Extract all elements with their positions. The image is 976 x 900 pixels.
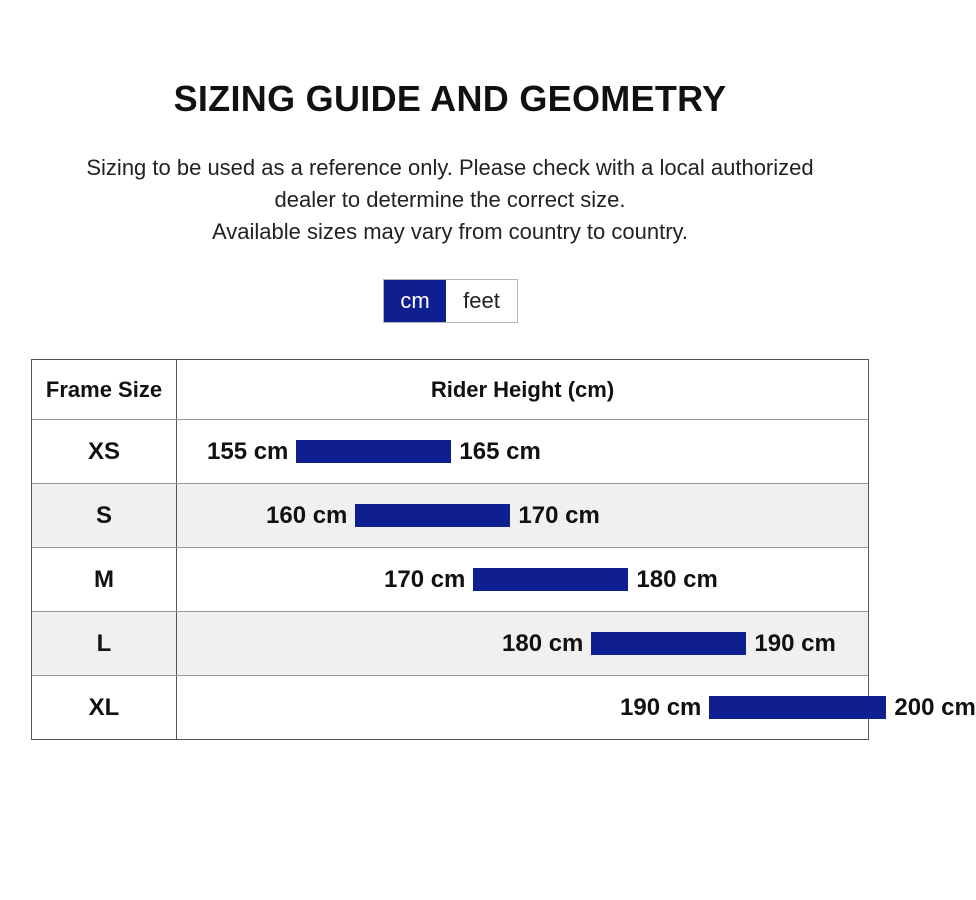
frame-size-cell: L [32, 612, 177, 675]
table-row [32, 547, 868, 611]
height-range-bar [709, 696, 886, 719]
rider-height-cell [177, 612, 868, 675]
height-range [207, 420, 541, 483]
height-range-bar [473, 568, 628, 591]
frame-size-cell: M [32, 548, 177, 611]
rider-height-cell [177, 484, 868, 547]
table-header-row [32, 360, 868, 419]
min-height-label: 160 cm [266, 501, 348, 529]
disclaimer [50, 152, 850, 248]
table-row [32, 611, 868, 675]
frame-size-cell: XL [32, 676, 177, 739]
height-range-bar [355, 504, 510, 527]
height-range [384, 548, 718, 611]
height-range-bar [591, 632, 746, 655]
max-height-label: 190 cm [754, 629, 836, 657]
rider-height-cell [177, 676, 976, 739]
unit-toggle [383, 279, 518, 323]
min-height-label: 180 cm [502, 629, 584, 657]
unit-button-feet[interactable]: feet [446, 280, 517, 322]
header-rider-height: Rider Height (cm) [430, 376, 615, 402]
height-range-bar [296, 440, 451, 463]
max-height-label: 200 cm [894, 693, 976, 721]
height-range [620, 676, 976, 739]
table-row [32, 483, 868, 547]
table-row [32, 419, 868, 483]
disclaimer-line: Sizing to be used as a reference only. Please check with a local authorized [86, 155, 814, 180]
height-range [266, 484, 600, 547]
unit-button-cm[interactable]: cm [384, 280, 446, 322]
page-title: SIZING GUIDE AND GEOMETRY [173, 78, 727, 119]
table-row [32, 675, 976, 739]
rider-height-cell [177, 420, 868, 483]
frame-size-cell: XS [32, 420, 177, 483]
disclaimer-line: dealer to determine the correct size. [274, 187, 626, 212]
height-range [502, 612, 836, 675]
sizing-table [31, 359, 976, 740]
disclaimer-line: Available sizes may vary from country to country. [211, 219, 689, 244]
min-height-label: 170 cm [384, 565, 466, 593]
frame-size-cell: S [32, 484, 177, 547]
max-height-label: 170 cm [518, 501, 600, 529]
min-height-label: 155 cm [207, 437, 289, 465]
max-height-label: 165 cm [459, 437, 541, 465]
rider-height-cell [177, 548, 868, 611]
header-frame-size: Frame Size [32, 360, 177, 419]
max-height-label: 180 cm [636, 565, 718, 593]
min-height-label: 190 cm [620, 693, 702, 721]
